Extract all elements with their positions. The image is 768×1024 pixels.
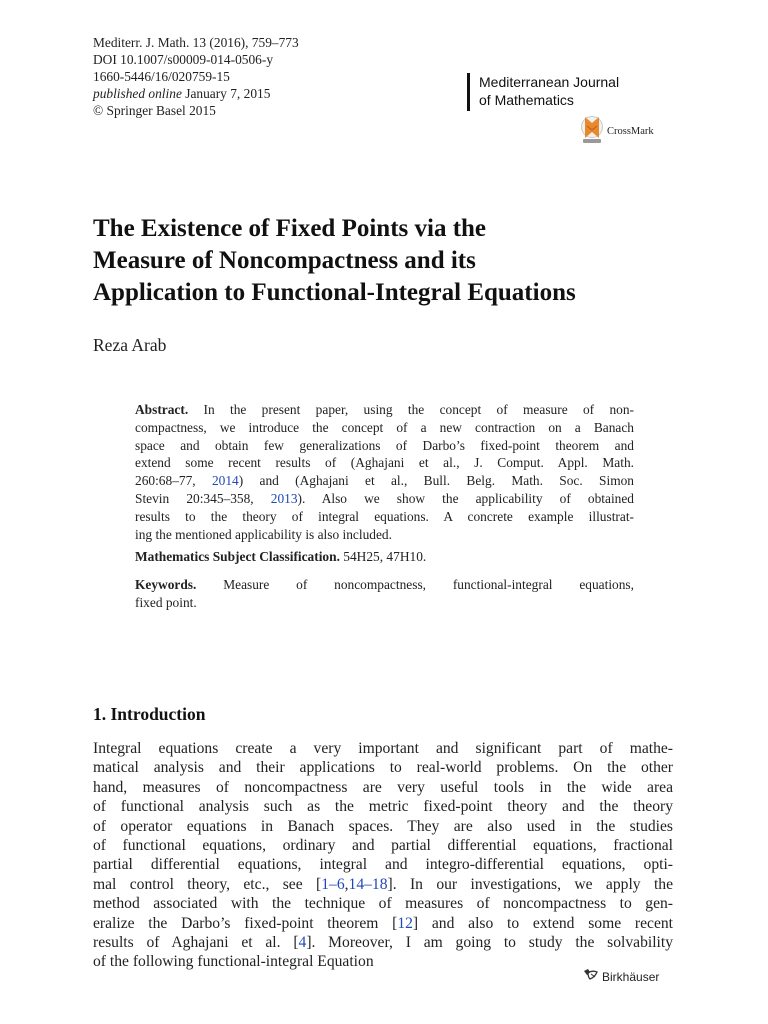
issn-line: 1660-5446/16/020759-15 <box>93 69 230 84</box>
paper-title <box>93 213 713 309</box>
body-text: mal control theory, etc., see [ <box>93 875 322 893</box>
abstract-text: In the present paper, using the concept of measure of non- <box>188 402 634 417</box>
abstract-text: ). Also we show the applicability of obtained <box>297 490 634 506</box>
published-date: January 7, 2015 <box>181 86 271 101</box>
body-line: of operator equations in Banach spaces. They are also used in the studies <box>93 817 673 835</box>
keywords-label: Keywords. <box>135 577 197 592</box>
body-line: of functional equations, ordinary and partial differential equations, fractional <box>93 836 673 854</box>
subject-classification <box>135 548 634 566</box>
citation-line: Mediterr. J. Math. 13 (2016), 759–773 <box>93 35 299 50</box>
published-online-label: published online <box>93 86 182 101</box>
journal-name-line2: of Mathematics <box>479 92 574 108</box>
keywords-text: Measure of noncompactness, functional-integral equations, <box>196 577 634 592</box>
title-line: Measure of Noncompactness and its <box>93 247 476 274</box>
msc-value: 54H25, 47H10. <box>339 549 427 564</box>
abstract-text: 260:68–77, <box>135 473 212 489</box>
body-line: method associated with the technique of measures of noncompactness to gen- <box>93 895 673 913</box>
crossmark-label: CrossMark <box>607 125 654 137</box>
publisher-logo <box>583 968 659 985</box>
abstract-line: compactness, we introduce the concept of a new contraction on a Banach <box>135 419 634 435</box>
abstract-line: results to the theory of integral equations. A concrete example illustrat- <box>135 508 634 524</box>
body-line: hand, measures of noncompactness are very useful tools in the wide area <box>93 778 673 796</box>
article-metadata <box>93 34 299 119</box>
abstract-label: Abstract. <box>135 402 189 417</box>
author-name: Reza Arab <box>93 335 167 355</box>
keywords-line: fixed point. <box>135 594 197 610</box>
body-text: ]. In our investigations, we apply the <box>387 875 673 893</box>
abstract-line: ing the mentioned applicability is also included. <box>135 526 392 542</box>
body-line: of the following functional-integral Equation <box>93 953 374 971</box>
body-text: ]. Moreover, I am going to study the solvability <box>306 933 673 951</box>
body-line <box>93 914 673 933</box>
abstract-line: extend some recent results of (Aghajani et al., J. Comput. Appl. Math. <box>135 455 634 471</box>
citation-link-14-18[interactable]: 14–18 <box>348 875 388 893</box>
crossmark-icon <box>581 114 603 148</box>
published-line <box>93 85 299 102</box>
section-heading-introduction: 1. Introduction <box>93 704 206 724</box>
msc-label: Mathematics Subject Classification. <box>135 549 340 564</box>
body-line <box>93 933 673 952</box>
abstract-line <box>135 401 634 419</box>
abstract-text: Stevin 20:345–358, <box>135 490 271 506</box>
citation-link-12[interactable]: 12 <box>397 914 413 932</box>
citation-link-4[interactable]: 4 <box>298 933 307 951</box>
body-line: of functional analysis such as the metric fixed-point theory and the theory <box>93 798 673 816</box>
title-line: The Existence of Fixed Points via the <box>93 215 487 242</box>
doi-line[interactable]: DOI 10.1007/s00009-014-0506-y <box>93 52 274 67</box>
abstract-line <box>135 490 634 508</box>
journal-logo <box>467 73 619 111</box>
introduction-body <box>93 739 673 972</box>
journal-name-line1: Mediterranean Journal <box>479 74 620 90</box>
abstract <box>135 401 634 543</box>
body-text: , <box>344 875 349 893</box>
body-line: partial differential equations, integral and integro-differential equations, opti- <box>93 856 673 874</box>
copyright-line: © Springer Basel 2015 <box>93 103 216 118</box>
abstract-line <box>135 472 634 490</box>
keywords <box>135 576 634 612</box>
crossmark-badge[interactable] <box>581 114 654 148</box>
body-text: ] and also to extend some recent <box>412 914 673 932</box>
citation-link-1-6[interactable]: 1–6 <box>321 875 345 893</box>
body-text: eralize the Darbo’s fixed-point theorem [ <box>93 914 398 932</box>
citation-link-2014[interactable]: 2014 <box>211 473 239 489</box>
keywords-line <box>135 576 634 594</box>
publisher-name: Birkhäuser <box>602 969 660 984</box>
body-text: results of Aghajani et al. [ <box>93 933 299 951</box>
birkhauser-icon <box>583 968 599 985</box>
title-line: Application to Functional-Integral Equations <box>93 279 576 306</box>
body-line: Integral equations create a very important and significant part of mathe- <box>93 740 673 757</box>
body-line <box>93 875 673 894</box>
abstract-line: space and obtain few generalizations of Darbo’s fixed-point theorem and <box>135 437 634 453</box>
citation-link-2013[interactable]: 2013 <box>270 490 298 506</box>
body-line: matical analysis and their applications to real-world problems. On the other <box>93 759 673 777</box>
abstract-text: ) and (Aghajani et al., Bull. Belg. Math. Soc. Simon <box>238 473 635 489</box>
